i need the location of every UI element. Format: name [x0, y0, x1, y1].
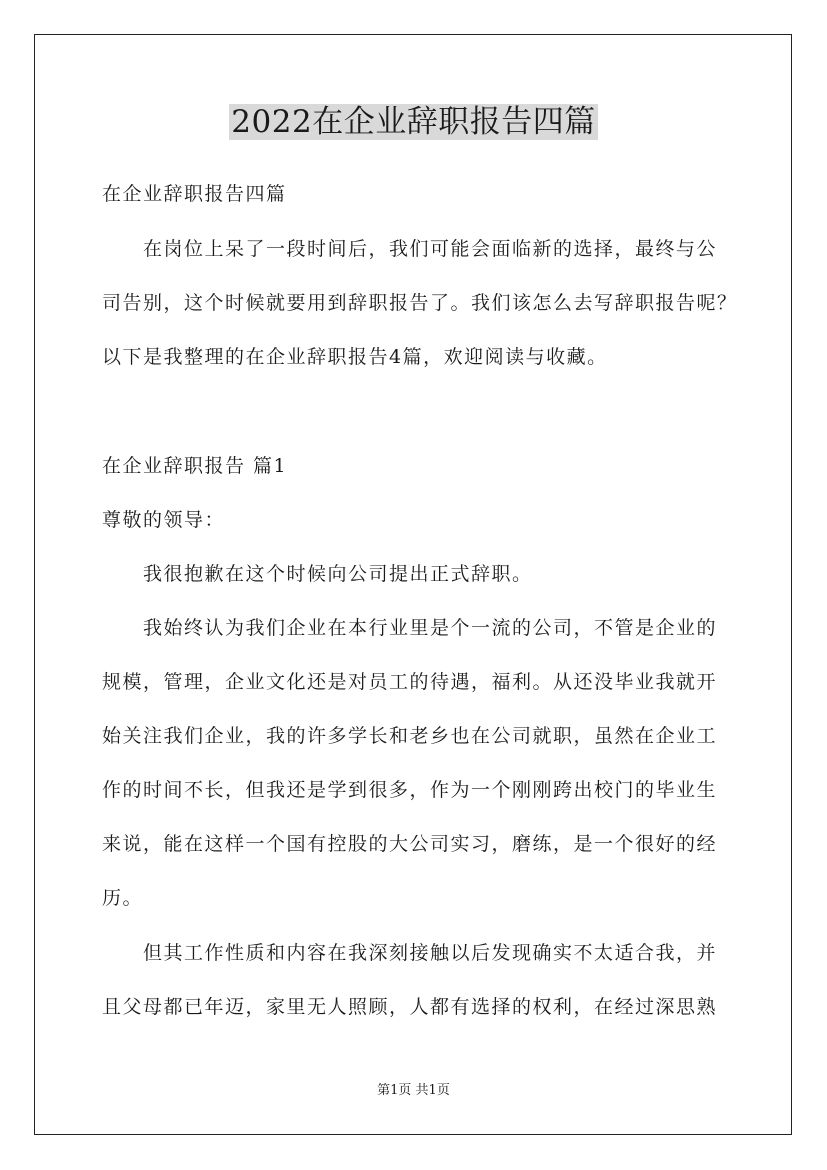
paragraph-3-line-2: 且父母都已年迈，家里无人照顾，人都有选择的权利，在经过深思熟: [102, 996, 718, 1018]
section-heading: 在企业辞职报告 篇1: [102, 455, 288, 477]
intro-line-1: 在岗位上呆了一段时间后，我们可能会面临新的选择，最终与公: [143, 238, 718, 260]
paragraph-3-line-1: 但其工作性质和内容在我深刻接触以后发现确实不太适合我，并: [143, 942, 718, 964]
page-footer: 第1页 共1页: [377, 1083, 450, 1098]
document-subtitle: 在企业辞职报告四篇: [102, 183, 287, 205]
paragraph-2-line-5: 来说，能在这样一个国有控股的大公司实习，磨练，是一个很好的经: [102, 833, 718, 855]
salutation: 尊敬的领导：: [102, 509, 226, 531]
intro-line-3: 以下是我整理的在企业辞职报告4篇，欢迎阅读与收藏。: [102, 346, 608, 368]
paragraph-2-line-4: 作的时间不长，但我还是学到很多，作为一个刚刚跨出校门的毕业生: [102, 779, 718, 801]
paragraph-2-line-3: 始关注我们企业，我的许多学长和老乡也在公司就职，虽然在企业工: [102, 725, 718, 747]
paragraph-2-line-2: 规模，管理，企业文化还是对员工的待遇，福利。从还没毕业我就开: [102, 671, 718, 693]
paragraph-1: 我很抱歉在这个时候向公司提出正式辞职。: [143, 563, 533, 585]
paragraph-2-line-6: 历。: [102, 887, 144, 909]
intro-line-2: 司告别，这个时候就要用到辞职报告了。我们该怎么去写辞职报告呢？: [102, 292, 738, 314]
document-title: 2022在企业辞职报告四篇: [231, 104, 596, 140]
paragraph-2-line-1: 我始终认为我们企业在本行业里是个一流的公司，不管是企业的: [143, 617, 718, 639]
title-container: [0, 104, 827, 140]
